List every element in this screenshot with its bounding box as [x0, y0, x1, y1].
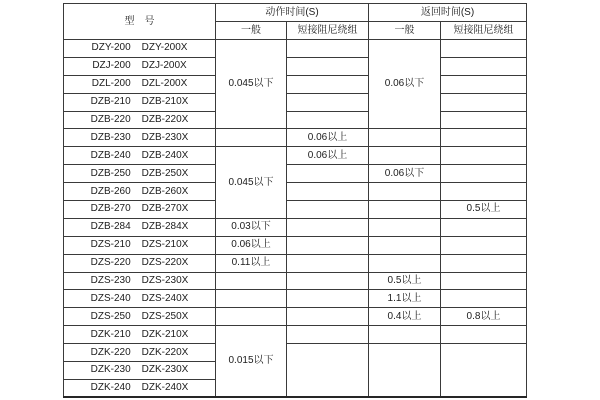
relay-timing-spec-table [63, 3, 527, 398]
model-name-x: DZK-220X [141, 346, 189, 358]
action-damping-cell [287, 218, 369, 236]
table-row [64, 40, 527, 58]
action-damping-cell [287, 93, 369, 111]
table-row [64, 111, 527, 129]
action-damping-cell [287, 111, 369, 129]
action-damping-cell: 0.06以上 [287, 129, 369, 147]
model-name: DZY-200 [91, 42, 131, 54]
model-name-x: DZB-220X [141, 114, 189, 125]
model-name: DZB-260 [90, 185, 131, 197]
return-damping-cell [441, 290, 527, 308]
action-damping-cell [287, 201, 369, 219]
return-damping-cell [441, 129, 527, 147]
header-action-damping: 短接阻尼绕组 [287, 22, 369, 40]
action-damping-cell [287, 183, 369, 201]
action-general-cell: 0.045以下 [216, 40, 287, 129]
model-name-x: DZB-250X [141, 167, 189, 179]
model-name-x: DZB-230X [141, 131, 189, 143]
model-name: DZK-210 [90, 328, 131, 340]
model-name-x: DZS-210X [141, 239, 189, 251]
return-damping-cell [441, 40, 527, 58]
return-damping-cell [441, 236, 527, 254]
return-damping-cell [441, 111, 527, 129]
model-name: DZS-240 [90, 292, 131, 304]
return-damping-cell [441, 254, 527, 272]
action-damping-cell [287, 344, 369, 398]
table-row [64, 218, 527, 236]
header-return-time: 返回时间(S) [369, 4, 527, 22]
table-row [64, 254, 527, 272]
return-damping-cell [441, 326, 527, 344]
action-damping-cell [287, 308, 369, 326]
table-row [64, 147, 527, 165]
return-general-cell: 1.1以上 [369, 290, 441, 308]
table-row [64, 236, 527, 254]
action-general-cell: 0.045以下 [216, 147, 287, 219]
action-damping-cell: 0.06以上 [287, 147, 369, 165]
return-damping-cell [441, 218, 527, 236]
model-name: DZK-220 [90, 346, 131, 358]
model-name-x: DZS-240X [141, 292, 189, 304]
model-name-x: DZL-200X [141, 78, 188, 90]
model-name-x: DZS-250X [141, 310, 189, 322]
action-damping-cell [287, 40, 369, 58]
model-cell [64, 272, 216, 290]
return-damping-cell: 0.8以上 [441, 308, 527, 326]
table-row [64, 272, 527, 290]
return-general-cell [369, 201, 441, 219]
action-general-cell [216, 272, 287, 290]
header-return-damping: 短接阻尼绕组 [441, 22, 527, 40]
return-damping-cell [441, 165, 527, 183]
model-name-x: DZS-230X [141, 275, 189, 287]
return-general-cell [369, 326, 441, 344]
model-name: DZL-200 [91, 78, 131, 90]
model-name: DZB-210 [90, 96, 131, 108]
return-damping-cell [441, 75, 527, 93]
model-name: DZB-230 [90, 131, 131, 143]
model-name: DZS-220 [90, 257, 131, 269]
model-cell [64, 93, 216, 111]
action-general-cell [216, 308, 287, 326]
model-name-x: DZB-240X [141, 149, 189, 161]
return-general-cell [369, 183, 441, 201]
return-damping-cell [441, 272, 527, 290]
action-damping-cell [287, 57, 369, 75]
table-row [64, 165, 527, 183]
model-cell [64, 129, 216, 147]
model-cell [64, 344, 216, 362]
header-row-1 [64, 4, 527, 22]
return-damping-cell: 0.5以上 [441, 201, 527, 219]
return-damping-cell [441, 183, 527, 201]
model-name: DZB-284 [90, 221, 131, 233]
model-cell [64, 201, 216, 219]
model-cell [64, 57, 216, 75]
model-name-x: DZB-210X [141, 96, 189, 108]
header-model: 型 号 [64, 4, 216, 40]
model-cell [64, 326, 216, 344]
model-name-x: DZB-284X [141, 221, 189, 233]
action-general-cell [216, 290, 287, 308]
model-cell [64, 362, 216, 380]
table-row [64, 290, 527, 308]
table-row [64, 326, 527, 344]
model-cell [64, 165, 216, 183]
table-row [64, 93, 527, 111]
return-general-cell [369, 236, 441, 254]
model-cell [64, 308, 216, 326]
return-general-cell: 0.06以下 [369, 40, 441, 129]
return-general-cell: 0.4以上 [369, 308, 441, 326]
model-cell [64, 75, 216, 93]
action-damping-cell [287, 326, 369, 344]
return-general-cell [369, 344, 441, 398]
model-name-x: DZS-220X [141, 257, 189, 269]
table-row [64, 57, 527, 75]
model-name: DZB-270 [90, 203, 131, 215]
model-name: DZB-220 [90, 114, 131, 125]
action-damping-cell [287, 272, 369, 290]
model-name: DZK-230 [90, 364, 131, 376]
table-row [64, 344, 527, 362]
model-name: DZS-250 [90, 310, 131, 322]
action-general-cell: 0.03以下 [216, 218, 287, 236]
action-general-cell: 0.11以上 [216, 254, 287, 272]
model-name-x: DZB-270X [141, 203, 189, 215]
model-cell [64, 254, 216, 272]
model-name-x: DZK-230X [141, 364, 189, 376]
return-general-cell [369, 218, 441, 236]
model-name-x: DZK-240X [141, 382, 189, 394]
return-damping-cell [441, 57, 527, 75]
action-damping-cell [287, 254, 369, 272]
model-name: DZB-250 [90, 167, 131, 179]
action-general-cell: 0.06以上 [216, 236, 287, 254]
model-name: DZS-210 [90, 239, 131, 251]
table-row [64, 308, 527, 326]
model-name-x: DZJ-200X [141, 60, 187, 72]
action-general-cell [216, 129, 287, 147]
return-general-cell [369, 254, 441, 272]
model-cell [64, 236, 216, 254]
model-name: DZB-240 [90, 149, 131, 161]
model-name-x: DZB-260X [141, 185, 189, 197]
model-cell [64, 290, 216, 308]
table-row [64, 75, 527, 93]
return-general-cell: 0.06以下 [369, 165, 441, 183]
model-name-x: DZK-210X [141, 328, 189, 340]
return-general-cell: 0.5以上 [369, 272, 441, 290]
table-row [64, 183, 527, 201]
return-general-cell [369, 129, 441, 147]
action-damping-cell [287, 165, 369, 183]
table-header [64, 4, 527, 40]
model-name: DZS-230 [90, 275, 131, 287]
return-general-cell [369, 147, 441, 165]
return-damping-cell [441, 344, 527, 398]
header-action-general: 一般 [216, 22, 287, 40]
model-name-x: DZY-200X [141, 42, 188, 54]
action-damping-cell [287, 236, 369, 254]
action-damping-cell [287, 75, 369, 93]
model-cell [64, 147, 216, 165]
model-cell [64, 111, 216, 129]
model-name: DZJ-200 [92, 60, 131, 72]
model-name: DZK-240 [90, 382, 131, 394]
model-cell [64, 40, 216, 58]
action-general-cell: 0.015以下 [216, 326, 287, 398]
model-cell [64, 183, 216, 201]
model-cell [64, 218, 216, 236]
table-row [64, 129, 527, 147]
return-damping-cell [441, 147, 527, 165]
table-body [64, 40, 527, 398]
action-damping-cell [287, 290, 369, 308]
return-damping-cell [441, 93, 527, 111]
header-action-time: 动作时间(S) [216, 4, 369, 22]
header-return-general: 一般 [369, 22, 441, 40]
model-cell [64, 379, 216, 397]
table-row [64, 201, 527, 219]
